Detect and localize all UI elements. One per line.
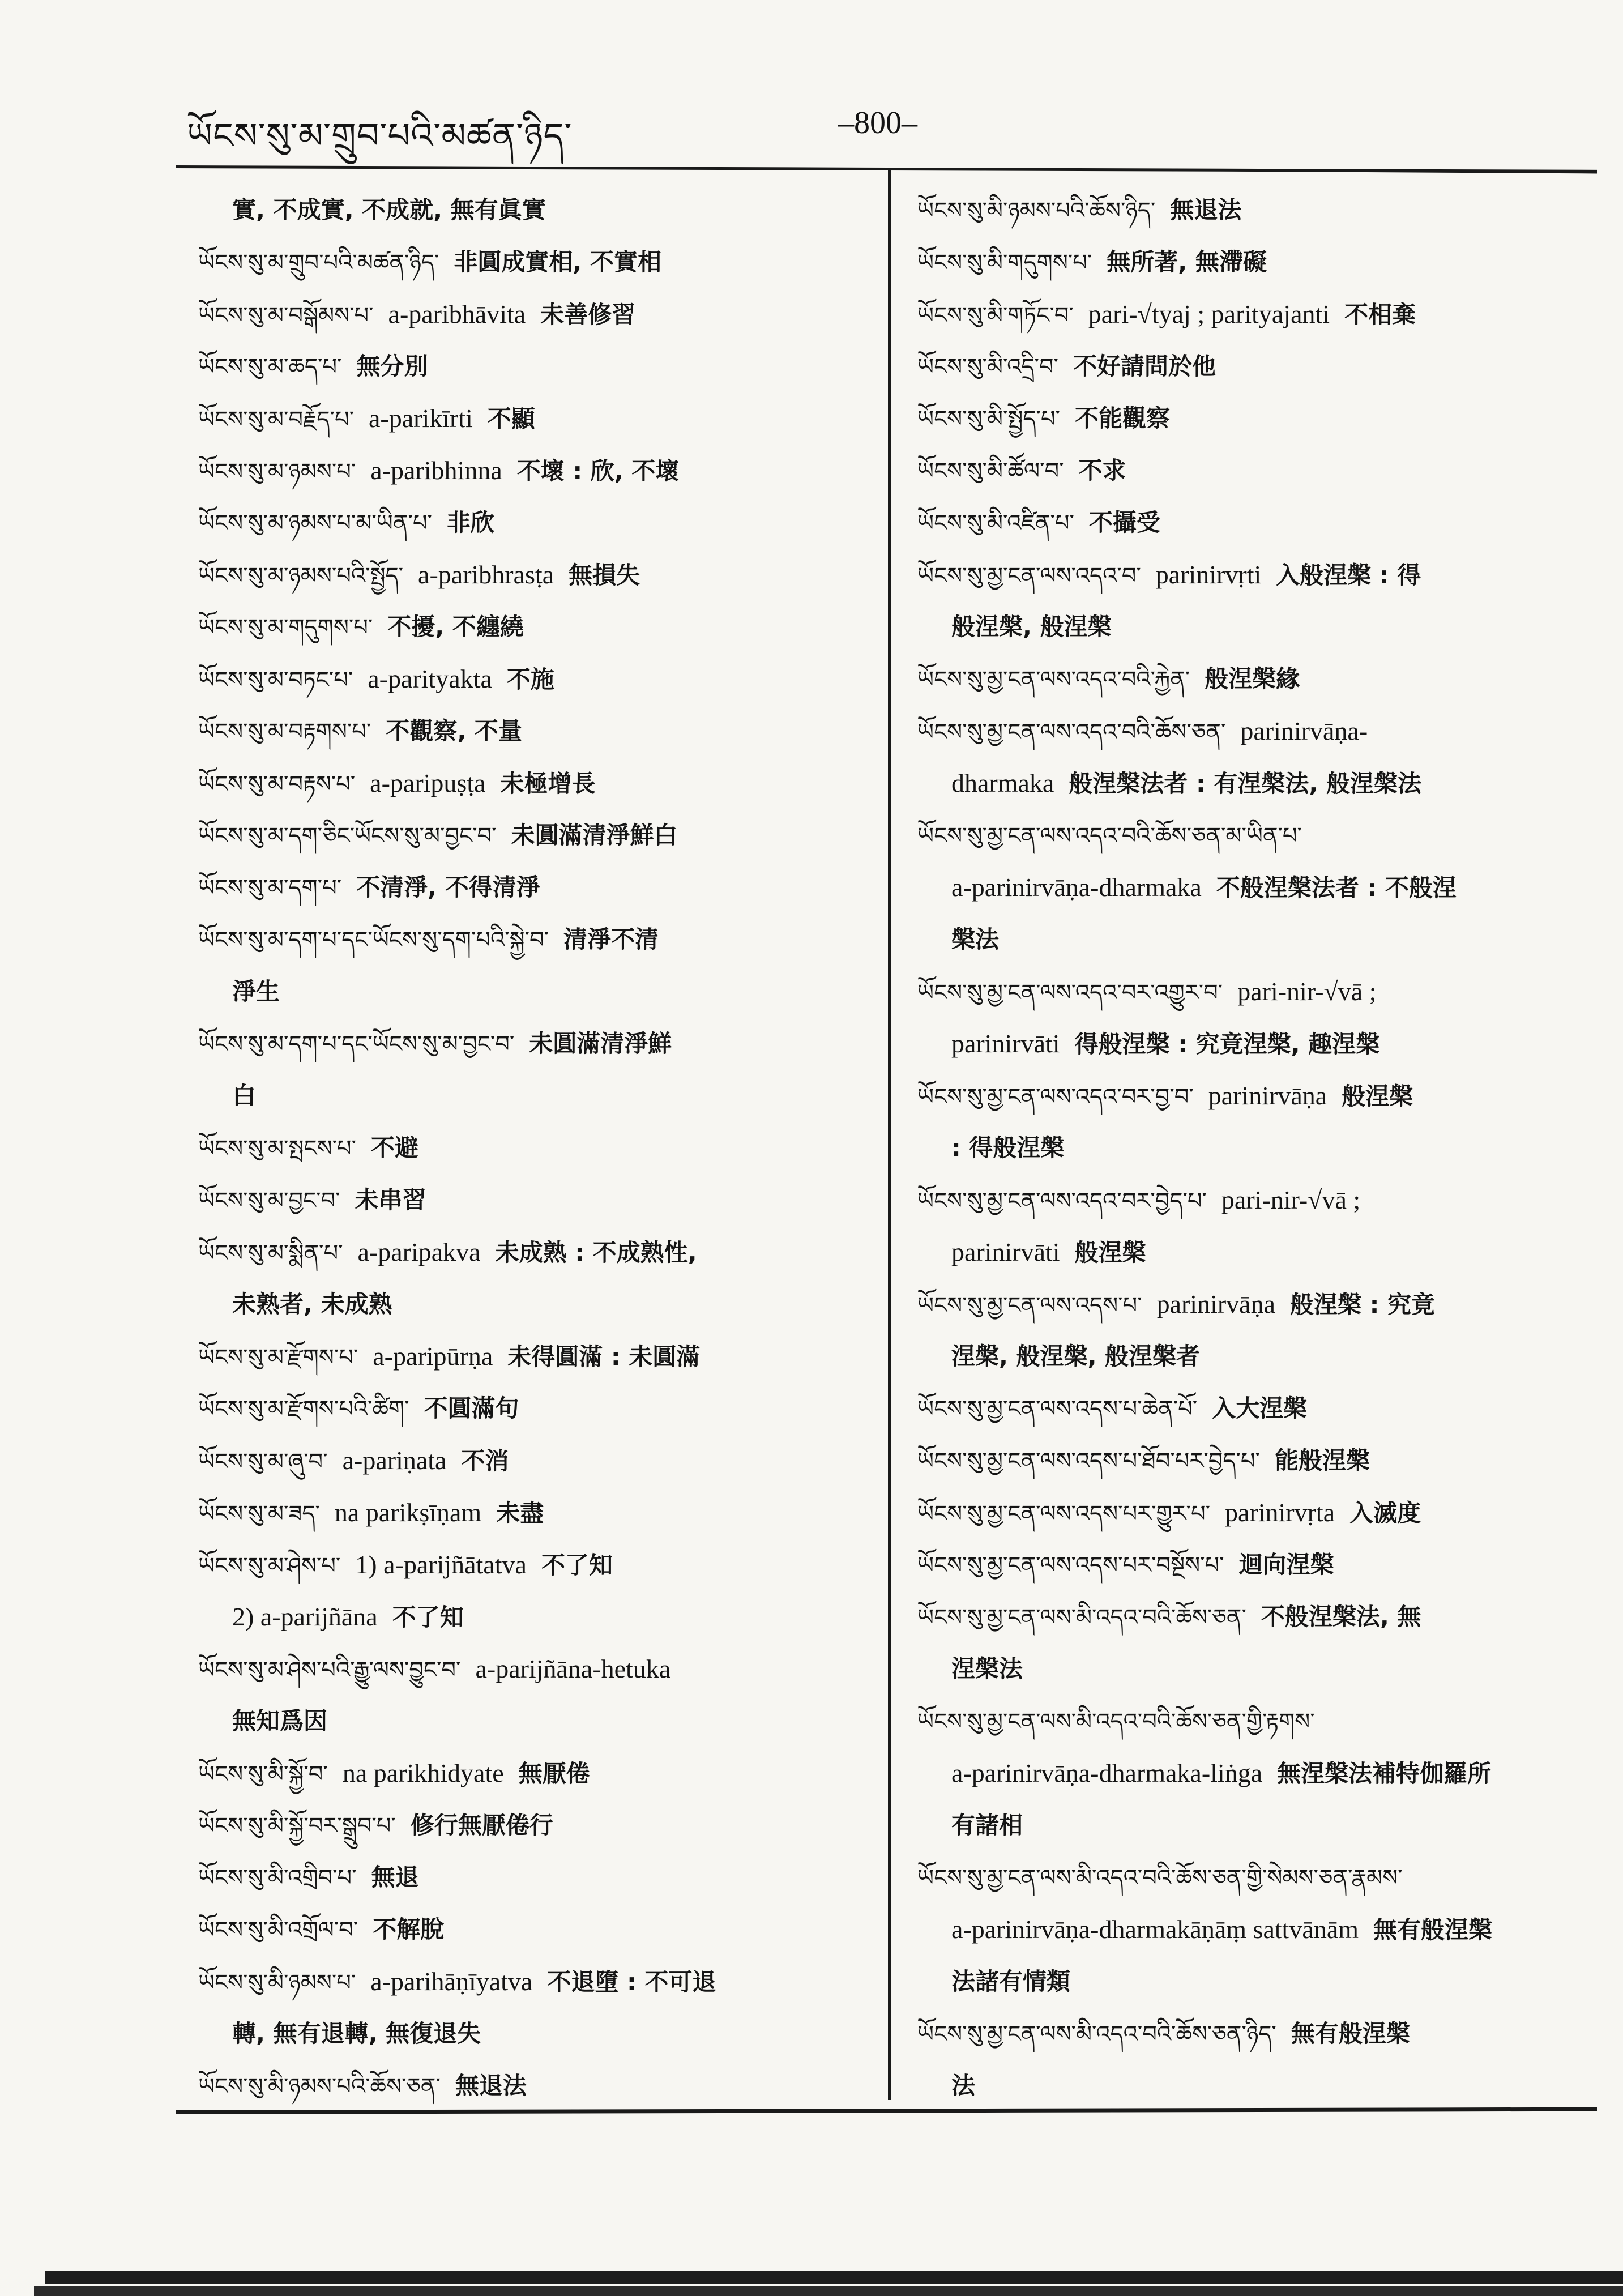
tibetan-headword: ཡོངས་སུ་མྱ་ངན་ལས་མི་འདའ་བའི་ཆོས་ཅན་གྱི་རྟགས་	[917, 1709, 1315, 1735]
tibetan-headword: ཡོངས་སུ་མ་བརྗོད་པ་	[198, 407, 354, 433]
chinese-gloss: 無厭倦	[518, 1760, 590, 1787]
tibetan-headword: ཡོངས་སུ་མ་ཤེས་པ་	[198, 1553, 341, 1579]
entry-line	[198, 1591, 872, 1643]
entry-line	[198, 1018, 872, 1070]
chinese-gloss: 法	[951, 2072, 976, 2099]
chinese-gloss: 入滅度	[1349, 1499, 1421, 1527]
entry-line	[198, 809, 872, 861]
chinese-gloss: 涅槃法	[951, 1655, 1023, 1683]
chinese-gloss: 無分別	[356, 352, 428, 380]
chinese-gloss: 不施	[506, 665, 554, 693]
sanskrit-equivalent: pari-nir-√vā ;	[1237, 977, 1377, 1006]
entry-line	[917, 445, 1583, 497]
chinese-gloss: 法諸有情類	[951, 1968, 1071, 1995]
sanskrit-equivalent: a-paribhrasṭa	[418, 560, 554, 589]
entry-line	[198, 288, 872, 340]
entry-line	[198, 914, 872, 966]
tibetan-headword: ཡོངས་སུ་མ་དག་པ་	[198, 875, 342, 901]
sanskrit-equivalent: a-parityakta	[368, 664, 492, 693]
chinese-gloss: 非欣	[446, 509, 494, 536]
tibetan-headword: ཡོངས་སུ་མི་སྐྱོ་བར་སྒྲུབ་པ་	[198, 1813, 396, 1839]
tibetan-headword: ཡོངས་སུ་མ་ཆད་པ་	[198, 354, 342, 380]
chinese-gloss: 不求	[1078, 456, 1126, 484]
tibetan-headword: ཡོངས་སུ་མྱ་ངན་ལས་མི་འདའ་བའི་ཆོས་ཅན་གྱི་སེམས་ཅན་རྣམས་	[917, 1865, 1403, 1891]
entry-line	[198, 392, 872, 445]
entry-line	[917, 1382, 1583, 1435]
running-header-title: ཡོངས་སུ་མ་གྲུབ་པའི་མཚན་ཉིད་	[187, 115, 573, 156]
entry-line	[198, 653, 872, 705]
chinese-gloss: 無退法	[455, 2072, 527, 2099]
entry-line	[917, 1122, 1583, 1174]
chinese-gloss: 得般涅槃 : 究竟涅槃, 趣涅槃	[1074, 1030, 1380, 1058]
tibetan-headword: ཡོངས་སུ་མི་ཉམས་པ་	[198, 1970, 356, 1996]
chinese-gloss: 未盡	[496, 1499, 544, 1527]
tibetan-headword: ཡོངས་སུ་མྱ་ངན་ལས་འདས་པར་བསྔོས་པ་	[917, 1552, 1224, 1578]
entry-line	[198, 1382, 872, 1435]
tibetan-headword: ཡོངས་སུ་མྱ་ངན་ལས་མི་འདའ་བའི་ཆོས་ཅན་	[917, 1604, 1246, 1631]
tibetan-headword: ཡོངས་སུ་མི་སྐྱོ་བ་	[198, 1761, 328, 1787]
entry-line	[198, 1904, 872, 1956]
tibetan-headword: ཡོངས་སུ་མ་བརྟགས་པ་	[198, 719, 371, 745]
tibetan-headword: ཡོངས་སུ་མ་ཟད་	[198, 1501, 320, 1527]
tibetan-headword: ཡོངས་སུ་མ་གདུགས་པ་	[198, 614, 373, 641]
chinese-gloss: 轉, 無有退轉, 無復退失	[232, 2020, 481, 2047]
chinese-gloss: 不攝受	[1088, 509, 1160, 536]
sanskrit-equivalent: a-parihāṇīyatva	[370, 1967, 533, 1996]
tibetan-headword: ཡོངས་སུ་མ་ཤེས་པའི་རྒྱུ་ལས་བྱུང་བ་	[198, 1657, 461, 1683]
chinese-gloss: 無有般涅槃	[1373, 1916, 1493, 1944]
entry-line	[917, 1904, 1583, 1956]
chinese-gloss: 無所著, 無滯礙	[1107, 248, 1267, 276]
chinese-gloss: 修行無厭倦行	[410, 1811, 553, 1839]
entry-line	[917, 966, 1583, 1018]
chinese-gloss: 白	[232, 1082, 257, 1109]
chinese-gloss: 未善修習	[540, 301, 636, 328]
sanskrit-equivalent: a-parikīrti	[369, 404, 473, 433]
entry-line	[198, 1174, 872, 1226]
entry-line	[917, 1487, 1583, 1539]
right-column	[917, 184, 1583, 2112]
chinese-gloss: 未圓滿清淨鮮白	[511, 821, 678, 849]
sanskrit-equivalent: a-paripakva	[357, 1237, 481, 1266]
sanskrit-equivalent: a-pariṇata	[342, 1446, 447, 1475]
entry-line	[917, 497, 1583, 549]
entry-line	[198, 1330, 872, 1382]
chinese-gloss: 無知爲因	[232, 1707, 328, 1735]
entry-line	[198, 1122, 872, 1174]
entry-line	[917, 1070, 1583, 1122]
chinese-gloss: 淨生	[232, 978, 280, 1005]
chinese-gloss: 有諸相	[951, 1811, 1023, 1839]
tibetan-headword: ཡོངས་སུ་མི་འཛིན་པ་	[917, 510, 1074, 536]
tibetan-headword: ཡོངས་སུ་མ་རྫོགས་པའི་ཚིག་	[198, 1396, 409, 1422]
chinese-gloss: 不了知	[541, 1551, 613, 1579]
entry-line	[917, 549, 1583, 601]
tibetan-headword: ཡོངས་སུ་མྱ་ངན་ལས་འདའ་བར་བྱེད་པ་	[917, 1188, 1207, 1214]
tibetan-headword: ཡོངས་སུ་མི་འགྲོལ་བ་	[198, 1917, 358, 1943]
chinese-gloss: 般涅槃 : 究竟	[1290, 1291, 1436, 1318]
entry-line	[198, 601, 872, 653]
chinese-gloss: 迴向涅槃	[1238, 1551, 1334, 1578]
tibetan-headword: ཡོངས་སུ་མྱ་ངན་ལས་མི་འདའ་བའི་ཆོས་ཅན་ཉིད་	[917, 2021, 1276, 2047]
chinese-gloss: 無有般涅槃	[1291, 2020, 1410, 2047]
entry-line	[917, 861, 1583, 914]
left-column	[198, 184, 872, 2112]
tibetan-headword: ཡོངས་སུ་མ་ཉམས་པ་མ་ཡིན་པ་	[198, 510, 432, 536]
entry-line	[198, 184, 872, 236]
chinese-gloss: 不相棄	[1344, 301, 1416, 328]
page-number: –800–	[838, 105, 917, 140]
tibetan-headword: ཡོངས་སུ་མི་ཉམས་པའི་ཆོས་ཅན་	[198, 2073, 441, 2099]
entry-line	[917, 1695, 1583, 1747]
entry-line	[198, 445, 872, 497]
entry-line	[917, 1539, 1583, 1591]
sanskrit-equivalent: a-parinirvāṇa-dharmaka	[951, 873, 1202, 902]
tibetan-headword: ཡོངས་སུ་མྱ་ངན་ལས་འདའ་བའི་ཆོས་ཅན་	[917, 719, 1226, 745]
sanskrit-equivalent: dharmaka	[951, 769, 1054, 797]
entry-line	[917, 1330, 1583, 1382]
chinese-gloss: 入大涅槃	[1212, 1394, 1308, 1422]
entry-line	[198, 340, 872, 392]
entry-line	[198, 1695, 872, 1747]
tibetan-headword: ཡོངས་སུ་མྱ་ངན་ལས་འདའ་བ་	[917, 563, 1141, 589]
entry-line	[917, 1435, 1583, 1487]
sanskrit-equivalent: parinirvṛti	[1155, 560, 1262, 589]
entry-line	[917, 236, 1583, 288]
chinese-gloss: 無退法	[1170, 196, 1242, 224]
entry-line	[917, 1226, 1583, 1278]
entry-line	[198, 1435, 872, 1487]
tibetan-headword: ཡོངས་སུ་མྱ་ངན་ལས་འདས་པ་ཐོབ་པར་བྱེད་པ་	[917, 1448, 1260, 1474]
entry-line	[917, 914, 1583, 966]
sanskrit-equivalent: 2) a-parijñāna	[232, 1602, 378, 1631]
chinese-gloss: 不觀察, 不量	[386, 717, 522, 745]
sanskrit-equivalent: parinirvāṇa	[1208, 1081, 1327, 1110]
sanskrit-equivalent: a-parijñāna-hetuka	[475, 1654, 671, 1683]
entry-line	[917, 653, 1583, 705]
entry-line	[917, 1018, 1583, 1070]
entry-line	[917, 1747, 1583, 1799]
entry-line	[198, 861, 872, 914]
scan-edge-band	[45, 2271, 1623, 2284]
entry-line	[917, 1643, 1583, 1695]
chinese-gloss: 不能觀察	[1074, 404, 1170, 432]
entry-line	[198, 1799, 872, 1851]
chinese-gloss: 不消	[461, 1447, 509, 1475]
chinese-gloss: 不清淨, 不得清淨	[356, 873, 540, 901]
chinese-gloss: 不擾, 不纏繞	[387, 613, 524, 641]
tibetan-headword: ཡོངས་སུ་མི་གཏོང་བ་	[917, 302, 1074, 328]
tibetan-headword: ཡོངས་སུ་མ་སྨིན་པ་	[198, 1240, 343, 1266]
entry-line	[917, 1851, 1583, 1904]
chinese-gloss: 般涅槃緣	[1205, 665, 1300, 693]
tibetan-headword: ཡོངས་སུ་མ་དག་པ་དང་ཡོངས་སུ་དག་པའི་སྐྱེ་བ་	[198, 927, 549, 953]
sanskrit-equivalent: a-parinirvāṇa-dharmaka-liṅga	[951, 1759, 1263, 1787]
sanskrit-equivalent: a-paribhinna	[370, 456, 502, 485]
chinese-gloss: 不圓滿句	[424, 1394, 519, 1422]
chinese-gloss: 般涅槃	[1074, 1239, 1146, 1266]
sanskrit-equivalent: parinirvṛta	[1225, 1498, 1335, 1527]
entry-line	[198, 236, 872, 288]
entry-line	[198, 2060, 872, 2112]
tibetan-headword: ཡོངས་སུ་མི་ཚོལ་བ་	[917, 458, 1064, 484]
entry-line	[917, 288, 1583, 340]
entry-line	[198, 1226, 872, 1278]
sanskrit-equivalent: pari-nir-√vā ;	[1221, 1185, 1361, 1214]
entry-line	[917, 392, 1583, 445]
chinese-gloss: 涅槃, 般涅槃, 般涅槃者	[951, 1342, 1201, 1370]
entry-line	[917, 1956, 1583, 2008]
tibetan-headword: ཡོངས་སུ་མ་གྲུབ་པའི་མཚན་ཉིད་	[198, 250, 439, 276]
entry-line	[917, 184, 1583, 236]
chinese-gloss: 非圓成實相, 不實相	[454, 248, 661, 276]
entry-line	[917, 1591, 1583, 1643]
chinese-gloss: 未圓滿清淨鮮	[529, 1030, 672, 1057]
tibetan-headword: ཡོངས་སུ་མ་ཉམས་པའི་སྤྱོད་	[198, 563, 404, 589]
entry-line	[198, 1851, 872, 1904]
chinese-gloss: 槃法	[951, 925, 1000, 953]
entry-line	[917, 1174, 1583, 1226]
chinese-gloss: 入般涅槃 : 得	[1276, 561, 1421, 589]
chinese-gloss: 不避	[370, 1134, 418, 1162]
tibetan-headword: ཡོངས་སུ་མི་འདྲི་བ་	[917, 354, 1058, 380]
entry-line	[198, 1643, 872, 1695]
chinese-gloss: 無退	[371, 1863, 419, 1891]
sanskrit-equivalent: parinirvāṇa	[1156, 1290, 1276, 1318]
chinese-gloss: 未熟者, 未成熟	[232, 1290, 392, 1318]
entry-line	[917, 2060, 1583, 2112]
sanskrit-equivalent: na parikhidyate	[342, 1759, 504, 1787]
entry-line	[917, 2008, 1583, 2060]
chinese-gloss: 清淨不清	[563, 925, 659, 953]
entry-line	[917, 601, 1583, 653]
tibetan-headword: ཡོངས་སུ་མྱ་ངན་ལས་འདའ་བར་བྱ་བ་	[917, 1084, 1194, 1110]
chinese-gloss: 不好請問於他	[1073, 352, 1216, 380]
tibetan-headword: ཡོངས་སུ་མ་ཉམས་པ་	[198, 459, 356, 485]
chinese-gloss: 不壞 : 欣, 不壞	[516, 457, 680, 485]
chinese-gloss: 未成熟 : 不成熟性,	[495, 1239, 697, 1266]
sanskrit-equivalent: pari-√tyaj ; parityajanti	[1088, 300, 1330, 328]
entry-line	[917, 809, 1583, 861]
entry-line	[198, 1539, 872, 1591]
tibetan-headword: ཡོངས་སུ་མི་ཉམས་པའི་ཆོས་ཉིད་	[917, 198, 1156, 224]
tibetan-headword: ཡོངས་སུ་མ་བཏང་པ་	[198, 667, 353, 693]
chinese-gloss: 不了知	[392, 1603, 464, 1631]
chinese-gloss: 不般涅槃法者 : 不般涅	[1216, 874, 1457, 902]
tibetan-headword: ཡོངས་སུ་མྱ་ངན་ལས་འདའ་བའི་ཆོས་ཅན་མ་ཡིན་པ་	[917, 823, 1302, 849]
chinese-gloss: 無涅槃法補特伽羅所	[1277, 1760, 1492, 1787]
tibetan-headword: ཡོངས་སུ་མི་གདུགས་པ་	[917, 250, 1092, 276]
chinese-gloss: 未串習	[355, 1186, 426, 1214]
tibetan-headword: ཡོངས་སུ་མྱ་ངན་ལས་འདའ་བར་འགྱུར་བ་	[917, 980, 1223, 1006]
entry-line	[917, 1799, 1583, 1851]
sanskrit-equivalent: 1) a-parijñātatva	[355, 1550, 527, 1579]
entry-line	[198, 966, 872, 1018]
entry-line	[198, 705, 872, 757]
entry-line	[198, 549, 872, 601]
chinese-gloss: 不顯	[487, 405, 535, 433]
entry-line	[198, 497, 872, 549]
chinese-gloss: 不般涅槃法, 無	[1261, 1603, 1421, 1631]
sanskrit-equivalent: parinirvāṇa-	[1240, 716, 1368, 745]
chinese-gloss: : 得般涅槃	[951, 1134, 1065, 1162]
tibetan-headword: ཡོངས་སུ་མྱ་ངན་ལས་འདའ་བའི་རྐྱེན་	[917, 667, 1190, 693]
chinese-gloss: 般涅槃	[1342, 1082, 1413, 1110]
tibetan-headword: ཡོངས་སུ་མ་བསྒོམས་པ་	[198, 302, 374, 328]
tibetan-headword: ཡོངས་སུ་མ་ཞུ་བ་	[198, 1449, 328, 1475]
entry-line	[198, 1278, 872, 1330]
entry-line	[917, 340, 1583, 392]
tibetan-headword: ཡོངས་སུ་མྱ་ངན་ལས་འདས་པ་ཆེན་པོ་	[917, 1396, 1198, 1422]
scan-edge-band-lower	[34, 2286, 1623, 2296]
entry-line	[198, 2008, 872, 2060]
tibetan-headword: ཡོངས་སུ་མི་སྤྱོད་པ་	[917, 406, 1060, 432]
chinese-gloss: 能般涅槃	[1274, 1446, 1370, 1474]
tibetan-headword: ཡོངས་སུ་མ་བྱང་བ་	[198, 1188, 340, 1214]
entry-line	[198, 1487, 872, 1539]
column-divider	[888, 169, 891, 2100]
chinese-gloss: 未得圓滿 : 未圓滿	[507, 1343, 701, 1371]
tibetan-headword: ཡོངས་སུ་མྱ་ངན་ལས་འདས་པར་གྱུར་པ་	[917, 1501, 1210, 1527]
entry-line	[917, 757, 1583, 809]
chinese-gloss: 實, 不成實, 不成就, 無有眞實	[232, 196, 546, 224]
tibetan-headword: ཡོངས་སུ་མ་བརྟས་པ་	[198, 771, 356, 797]
entry-line	[198, 1747, 872, 1799]
tibetan-headword: ཡོངས་སུ་མ་སྤངས་པ་	[198, 1136, 356, 1162]
entry-line	[198, 1070, 872, 1122]
chinese-gloss: 未極增長	[500, 770, 596, 797]
entry-line	[198, 757, 872, 809]
chinese-gloss: 般涅槃, 般涅槃	[951, 613, 1112, 641]
chinese-gloss: 不解脫	[373, 1915, 445, 1943]
tibetan-headword: ཡོངས་སུ་མྱ་ངན་ལས་འདས་པ་	[917, 1292, 1142, 1318]
chinese-gloss: 無損失	[569, 561, 640, 589]
chinese-gloss: 般涅槃法者 : 有涅槃法, 般涅槃法	[1069, 770, 1421, 797]
sanskrit-equivalent: a-paripuṣṭa	[370, 769, 486, 797]
sanskrit-equivalent: na parikṣīṇam	[334, 1498, 482, 1527]
entry-line	[198, 1956, 872, 2008]
sanskrit-equivalent: parinirvāti	[951, 1029, 1060, 1058]
tibetan-headword: ཡོངས་སུ་མི་འགྲིབ་པ་	[198, 1865, 357, 1891]
sanskrit-equivalent: parinirvāti	[951, 1237, 1060, 1266]
tibetan-headword: ཡོངས་སུ་མ་དག་པ་དང་ཡོངས་སུ་མ་བྱང་བ་	[198, 1031, 515, 1057]
sanskrit-equivalent: a-paribhāvita	[388, 300, 526, 328]
entry-line	[917, 1278, 1583, 1330]
tibetan-headword: ཡོངས་སུ་མ་རྫོགས་པ་	[198, 1345, 358, 1371]
chinese-gloss: 不退墮 : 不可退	[547, 1968, 716, 1996]
sanskrit-equivalent: a-parinirvāṇa-dharmakāṇāṃ sattvānām	[951, 1915, 1359, 1944]
entry-line	[917, 705, 1583, 757]
sanskrit-equivalent: a-paripūrṇa	[373, 1342, 493, 1371]
tibetan-headword: ཡོངས་སུ་མ་དག་ཅིང་ཡོངས་སུ་མ་བྱང་བ་	[198, 823, 497, 849]
